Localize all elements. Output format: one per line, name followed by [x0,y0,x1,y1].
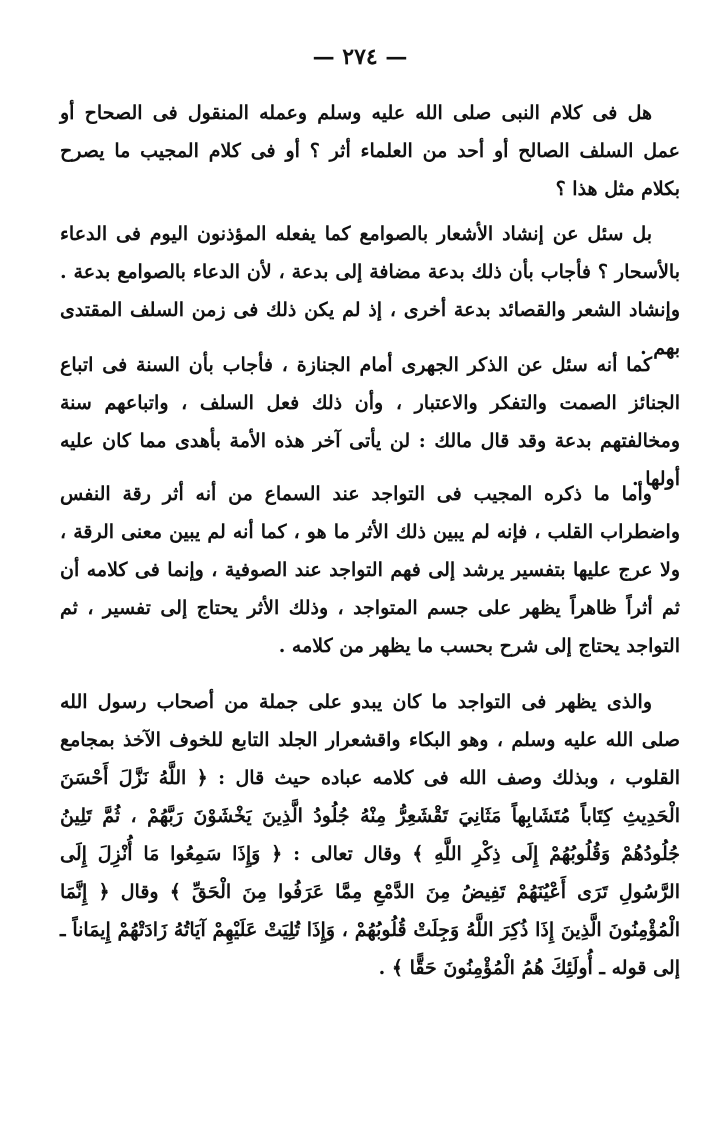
paragraph-block-4 [60,475,680,665]
paragraph: والذى يظهر فى التواجد ما كان يبدو على جملة من أصحاب رسول الله صلى الله عليه وسلم ، وهو البكاء واقشعرار الجلد التابع للخوف الآخذ بمجامع القلوب ، وبذلك وصف الله فى كلامه عباده حيث قال : ﴿ اللَّهُ نَزَّلَ أَحْسَنَ الْحَدِيثِ كِتَاباً مُتَشَابِهاً مَثَانِيَ تَقْشَعِرُّ مِنْهُ جُلُودُ الَّذِينَ يَخْشَوْنَ رَبَّهُمْ ، ثُمَّ تَلِينُ جُلُودُهُمْ وَقُلُوبُهُمْ إِلَى ذِكْرِ اللَّهِ ﴾ وقال تعالى : ﴿ وَإِذَا سَمِعُوا مَا أُنْزِلَ إِلَى الرَّسُولِ تَرَى أَعْيُنَهُمْ تَفِيضُ مِنَ الدَّمْعِ مِمَّا عَرَفُوا مِنَ الْحَقِّ ﴾ وقال ﴿ إِنَّمَا الْمُؤْمِنُونَ الَّذِينَ إِذَا ذُكِرَ اللَّهُ وَجِلَتْ قُلُوبُهُمْ ، وَإِذَا تُلِيَتْ عَلَيْهِمْ آيَاتُهُ زَادَتْهُمْ إِيمَاناً ـ إلى قوله ـ أُولَئِكَ هُمُ الْمُؤْمِنُونَ حَقًّا ﴾ . [60,691,680,979]
paragraph: هل فى كلام النبى صلى الله عليه وسلم وعمله المنقول فى الصحاح أو عمل السلف الصالح أو أحد من العلماء أثر ؟ أو فى كلام المجيب ما يصرح بكلام مثل هذا ؟ [60,102,680,200]
paragraph: كما أنه سئل عن الذكر الجهرى أمام الجنازة ، فأجاب بأن السنة فى اتباع الجنائز الصمت والتفكر والاعتبار ، وأن ذلك فعل السلف ، واتباعهم سنة ومخالفتهم بدعة وقد قال مالك : لن يأتى آخر هذه الأمة بأهدى مما كان عليه أولها . [60,354,680,490]
paragraph: وأما ما ذكره المجيب فى التواجد عند السماع من أنه أثر رقة النفس واضطراب القلب ، فإنه لم يبين ذلك الأثر ما هو ، كما أنه لم يبين معنى الرقة ، ولا عرج عليها بتفسير يرشد إلى فهم التواجد عند الصوفية ، وإنما فى كلامه أن ثم أثراً ظاهراً يظهر على جسم المتواجد ، وذلك الأثر يحتاج إلى تفسير ، ثم التواجد يحتاج إلى شرح بحسب ما يظهر من كلامه . [60,483,680,657]
paragraph-block-5 [60,683,680,987]
page-number: — ٢٧٤ — [312,44,408,70]
paragraph: بل سئل عن إنشاد الأشعار بالصوامع كما يفعله المؤذنون اليوم فى الدعاء بالأسحار ؟ فأجاب بأن ذلك بدعة مضافة إلى بدعة ، لأن الدعاء بالصوامع بدعة . وإنشاد الشعر والقصائد بدعة أخرى ، إذ لم يكن ذلك فى زمن السلف المقتدى بهم . [60,223,680,359]
paragraph-block-1 [60,94,680,208]
paragraph-block-2 [60,215,680,367]
